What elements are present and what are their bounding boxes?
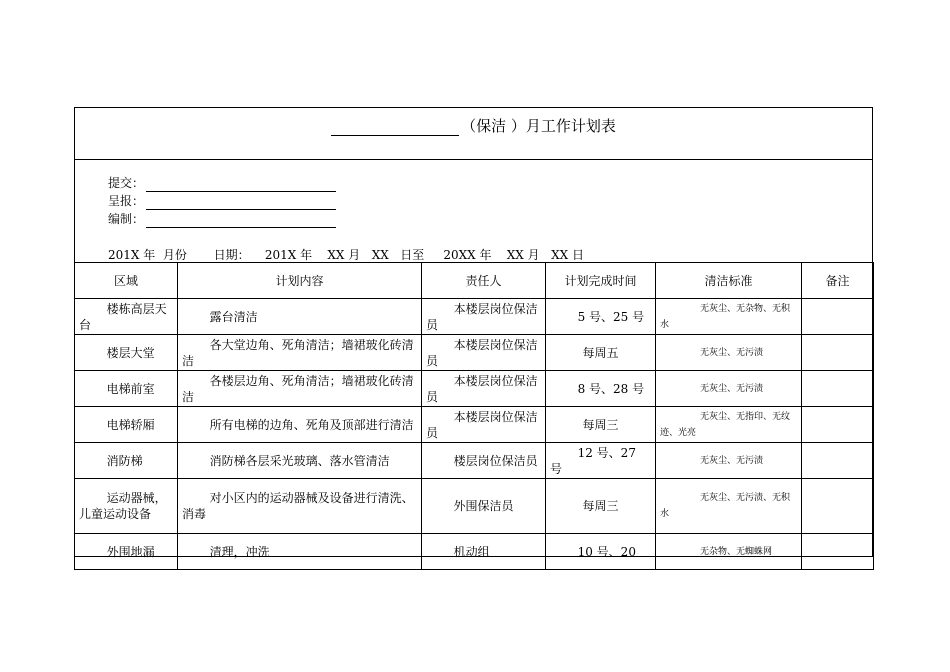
edit-blank bbox=[146, 215, 336, 228]
cell-time: 每周五 bbox=[546, 335, 656, 371]
cell-note bbox=[802, 299, 874, 335]
submit-label: 提交： bbox=[108, 176, 145, 190]
date-range: 201X 年 月份 日期： 201X 年 XX 月 XX 日至 20XX 年 XX 月 XX 日 bbox=[108, 248, 584, 262]
cell-content: 对小区内的运动器械及设备进行清洗、消毒 bbox=[178, 479, 422, 534]
cell-person: 本楼层岗位保洁员 bbox=[422, 299, 546, 335]
cell-standard: 无灰尘、无污渍 bbox=[656, 371, 802, 407]
cell-standard: 无灰尘、无污渍 bbox=[656, 443, 802, 479]
cell-standard: 无灰尘、无指印、无纹迹、光亮 bbox=[656, 407, 802, 443]
header-area: 区域 bbox=[75, 263, 178, 299]
cell-time: 12 号、27 号 bbox=[546, 443, 656, 479]
header-time: 计划完成时间 bbox=[546, 263, 656, 299]
work-plan-table bbox=[74, 262, 874, 570]
table-row bbox=[75, 299, 874, 335]
cell-person: 本楼层岗位保洁员 bbox=[422, 335, 546, 371]
cell-content: 露台清洁 bbox=[178, 299, 422, 335]
table-header-row bbox=[75, 263, 874, 299]
cell-area: 消防梯 bbox=[75, 443, 178, 479]
cell-area: 电梯前室 bbox=[75, 371, 178, 407]
report-blank bbox=[146, 197, 336, 210]
cell-time: 5 号、25 号 bbox=[546, 299, 656, 335]
cell-content: 清理，冲洗 bbox=[178, 534, 422, 570]
title-blank-line bbox=[331, 121, 459, 136]
cell-area: 楼层大堂 bbox=[75, 335, 178, 371]
header-person: 责任人 bbox=[422, 263, 546, 299]
cell-person: 机动组 bbox=[422, 534, 546, 570]
table-row bbox=[75, 335, 874, 371]
submit-line bbox=[108, 175, 336, 192]
cell-person: 本楼层岗位保洁员 bbox=[422, 371, 546, 407]
cell-time: 每周三 bbox=[546, 407, 656, 443]
table-row bbox=[75, 443, 874, 479]
cell-standard: 无灰尘、无杂物、无积水 bbox=[656, 299, 802, 335]
cell-person: 本楼层岗位保洁员 bbox=[422, 407, 546, 443]
title-row bbox=[74, 107, 873, 160]
header-standard: 清洁标准 bbox=[656, 263, 802, 299]
cell-person: 楼层岗位保洁员 bbox=[422, 443, 546, 479]
cell-note bbox=[802, 534, 874, 570]
cell-content: 各楼层边角、死角清洁；墙裙玻化砖清洁 bbox=[178, 371, 422, 407]
cell-person: 外围保洁员 bbox=[422, 479, 546, 534]
report-line bbox=[108, 193, 336, 210]
cell-standard: 无灰尘、无污渍、无积水 bbox=[656, 479, 802, 534]
cell-content: 所有电梯的边角、死角及顶部进行清洁 bbox=[178, 407, 422, 443]
cell-area: 外围地漏 bbox=[75, 534, 178, 570]
cell-note bbox=[802, 335, 874, 371]
cell-area: 运动器械，儿童运动设备 bbox=[75, 479, 178, 534]
table-row bbox=[75, 371, 874, 407]
cell-time: 8 号、28 号 bbox=[546, 371, 656, 407]
edit-label: 编制： bbox=[108, 212, 145, 226]
header-content: 计划内容 bbox=[178, 263, 422, 299]
title-text: （保洁 ）月工作计划表 bbox=[461, 117, 616, 135]
page-title bbox=[74, 115, 873, 136]
edit-line bbox=[108, 211, 336, 228]
table-row bbox=[75, 534, 874, 570]
cell-time: 10 号、20 bbox=[546, 534, 656, 570]
cell-content: 各大堂边角、死角清洁；墙裙玻化砖清洁 bbox=[178, 335, 422, 371]
cell-note bbox=[802, 407, 874, 443]
cell-area: 电梯轿厢 bbox=[75, 407, 178, 443]
report-label: 呈报： bbox=[108, 194, 145, 208]
cell-content: 消防梯各层采光玻璃、落水管清洁 bbox=[178, 443, 422, 479]
cell-area: 楼栋高层天台 bbox=[75, 299, 178, 335]
cell-note bbox=[802, 371, 874, 407]
table-row bbox=[75, 407, 874, 443]
cell-standard: 无杂物、无蜘蛛网 bbox=[656, 534, 802, 570]
header-note: 备注 bbox=[802, 263, 874, 299]
cell-standard: 无灰尘、无污渍 bbox=[656, 335, 802, 371]
submit-blank bbox=[146, 179, 336, 192]
cell-time: 每周三 bbox=[546, 479, 656, 534]
cell-note bbox=[802, 443, 874, 479]
cell-note bbox=[802, 479, 874, 534]
table-row bbox=[75, 479, 874, 534]
